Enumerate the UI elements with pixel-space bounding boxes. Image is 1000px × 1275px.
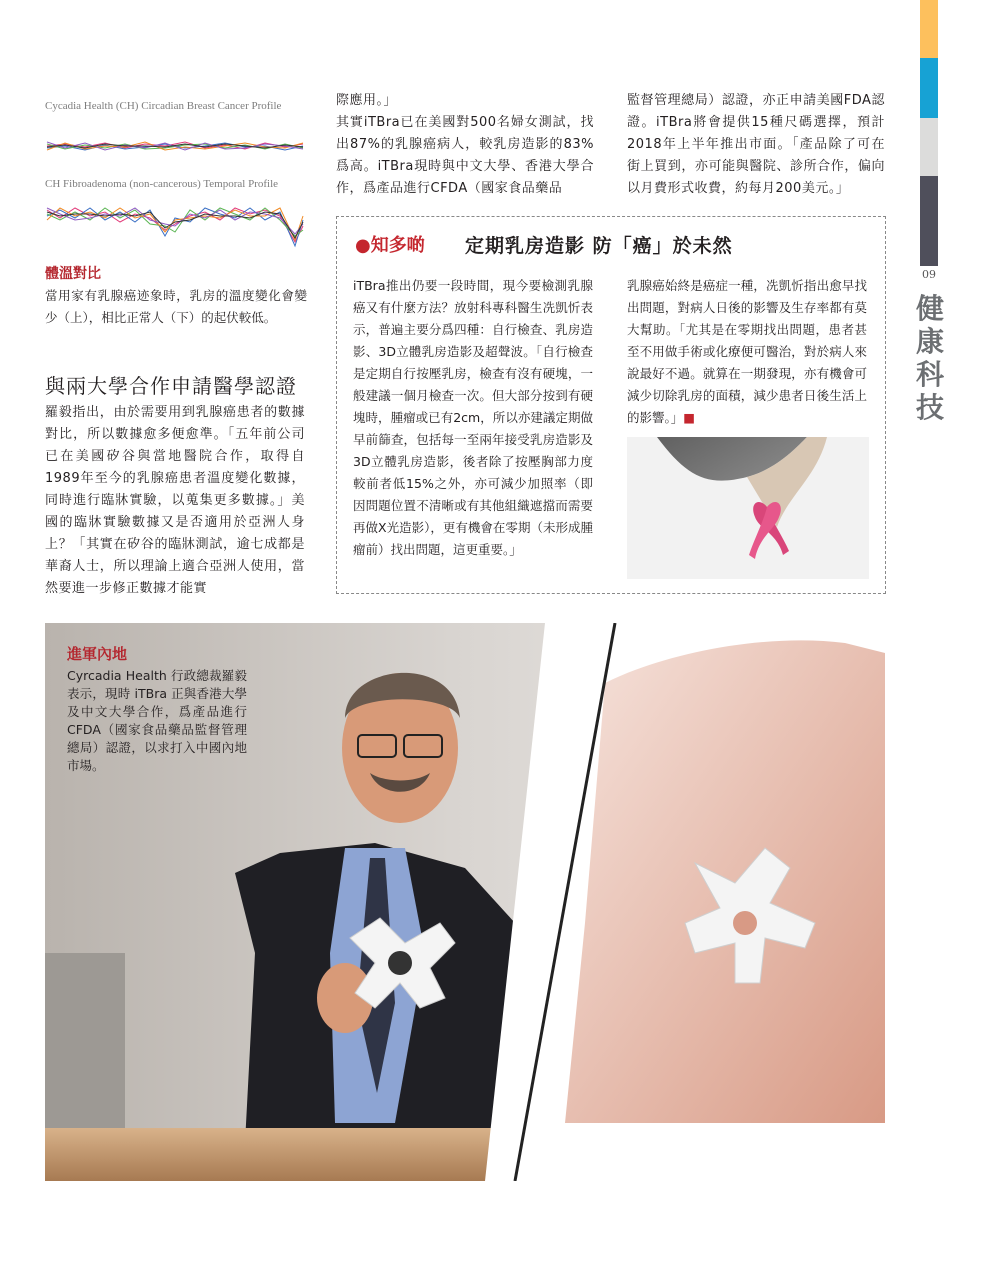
photo-caption-heading: 進軍內地 [67,645,128,663]
main-photo [45,623,885,1181]
sidebar-tag: ●知多啲 [355,235,425,256]
chart-top-lines [45,122,305,170]
left-article-heading: 與兩大學合作申請醫學認證 [45,374,297,398]
pink-ribbon-photo [627,437,869,579]
section-title-char: 科 [915,358,944,391]
section-title-char: 康 [915,325,944,358]
section-title-char: 技 [915,391,944,424]
middle-column-text: 際應用。」 其實iTBra已在美國對500名婦女測試，找出87%的乳腺癌病人，較乳房造影的83%爲高。iTBra現時與中文大學、香港大學合作，爲產品進行CFDA（國家食品藥品 [336,93,594,196]
side-tab-grey [920,118,938,176]
chart-bottom-title: CH Fibroadenoma (non-cancerous) Temporal Profile [45,178,279,190]
left-article-body: 羅毅指出，由於需要用到乳腺癌患者的數據對比，所以數據愈多便愈準。「五年前公司已在美國矽谷與當地醫院合作，取得自1989年至今的乳腺癌患者溫度變化數據，同時進行臨牀實驗，以蒐集更多數據。」美國的臨牀實驗數據又是否適用於亞洲人身上？「其實在矽谷的臨牀測試，逾七成都是華裔人士，所以理論上適合亞洲人使用，當然要進一步修正數據才能實 [45,405,305,596]
sidebar-box [336,216,886,594]
photo-caption-text: Cyrcadia Health 行政總裁羅毅表示，現時 iTBra 正與香港大學及中文大學合作，爲產品進行 CFDA（國家食品藥品監督管理總局）認證，以求打入中國內地市場。 [67,668,247,773]
temp-caption-text: 當用家有乳腺癌迹象時，乳房的溫度變化會變少（上），相比正常人（下）的起伏較低。 [45,288,307,325]
section-title-vertical [914,292,946,424]
sidebar-right-text [627,275,867,429]
sidebar-left-text: iTBra推出仍要一段時間，現今要檢測乳腺癌又有什麼方法？放射科專科醫生冼凱忻表示，普遍主要分爲四種：自行檢查、乳房造影、3D立體乳房造影及超聲波。「自行檢查是定期自行按壓乳房，檢查有沒有硬塊，一般建議一個月檢查一次。但大部分按到有硬塊時，腫瘤或已有2cm，所以亦建議定期做早前篩查，包括每一至兩年接受乳房造影及3D立體乳房造影，後者除了按壓胸部力度較前者低15%之外，亦可減少加照率（即因問題位置不清晰或有其他組織遮擋而需要再做X光造影），更有機會在零期（未形成腫瘤前）找出問題，這更重要。」 [353,278,593,557]
chart-top-title: Cycadia Health (CH) Circadian Breast Cancer Profile [45,100,282,112]
side-tab-dark [920,176,938,266]
sidebar-title: 定期乳房造影 防「癌」於未然 [465,235,733,257]
section-title-char: 健 [915,292,944,325]
side-tab-blue [920,58,938,118]
page-number: 09 [922,268,936,281]
end-mark: ■ [683,410,696,425]
side-tab-yellow [920,0,938,58]
chart-bottom-lines [45,196,305,256]
sidebar-right-body: 乳腺癌始終是癌症一種，冼凱忻指出愈早找出問題，對病人日後的影響及生存率都有莫大幫助。「尤其是在零期找出問題，患者甚至不用做手術或化療便可醫治，對於病人來說最好不過。就算在一期發現，亦有機會可減少切除乳房的面積，減少患者日後生活上的影響。」 [627,278,867,425]
right-column-text: 監督管理總局）認證，亦正申請美國FDA認證。iTBra將會提供15種尺碼選擇，預計2018年上半年推出市面。「產品除了可在街上買到，亦可能與醫院、診所合作，偏向以月費形式收費，約每月200美元。」 [627,93,885,196]
temp-caption-heading: 體溫對比 [45,266,101,282]
